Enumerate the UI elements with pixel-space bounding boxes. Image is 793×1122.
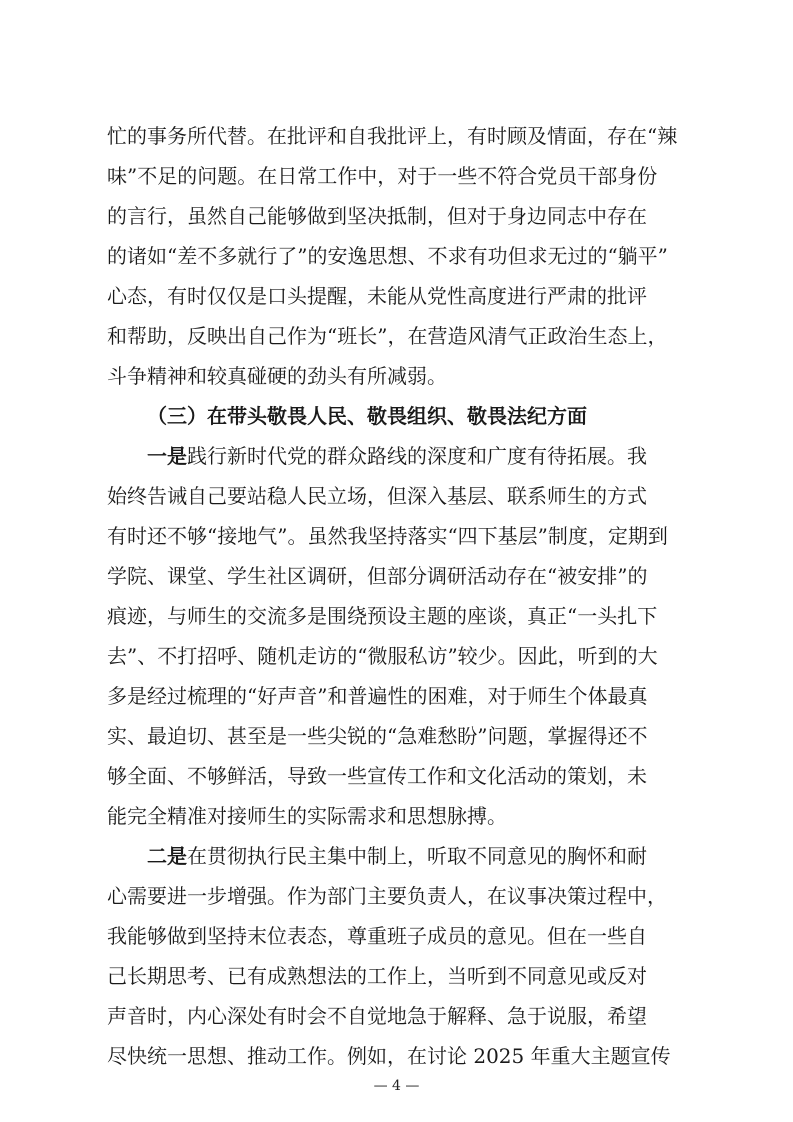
body-line: 和帮助，反映出自己作为“班长”，在营造风清气正政治生态上， [107,324,668,348]
body-line-text: 践行新时代党的群众路线的深度和广度有待拓展。我 [187,444,647,468]
body-line: 心态，有时仅仅是口头提醒，未能从党性高度进行严肃的批评 [107,284,647,308]
body-line: 我能够做到坚持末位表态，尊重班子成员的意见。但在一些自 [107,924,647,948]
body-line [147,838,689,874]
paragraph-lead: 二是 [147,844,187,868]
body-line: 多是经过梳理的“好声音”和普遍性的困难，对于师生个体最真 [107,684,648,708]
body-line: 的诸如“差不多就行了”的安逸思想、不求有功但求无过的“躺平” [107,244,668,268]
body-line: 味”不足的问题。在日常工作中，对于一些不符合党员干部身份 [107,164,658,188]
body-line: 实、最迫切、甚至是一些尖锐的“急难愁盼”问题，掌握得还不 [107,724,648,748]
body-line: 尽快统一思想、推动工作。例如，在讨论 2025 年重大主题宣传 [107,1044,671,1068]
page-number: — 4 — [373,1078,420,1094]
body-line: 声音时，内心深处有时会不自觉地急于解释、急于说服，希望 [107,1004,647,1028]
body-line-text: 在贯彻执行民主集中制上，听取不同意见的胸怀和耐 [187,844,647,868]
body-line: 有时还不够“接地气”。虽然我坚持落实“四下基层”制度，定期到 [107,524,668,548]
body-line: 斗争精神和较真碰硬的劲头有所减弱。 [107,364,447,388]
body-line: 己长期思考、已有成熟想法的工作上，当听到不同意见或反对 [107,964,647,988]
body-line: 的言行，虽然自己能够做到坚决抵制，但对于身边同志中存在 [107,204,647,228]
body-line: 忙的事务所代替。在批评和自我批评上，有时顾及情面，存在“辣 [107,124,678,148]
body-line: 心需要进一步增强。作为部门主要负责人，在议事决策过程中， [107,884,667,908]
section-heading: （三）在带头敬畏人民、敬畏组织、敬畏法纪方面 [147,404,587,428]
paragraph-lead: 一是 [147,444,187,468]
body-line: 去”、不打招呼、随机走访的“微服私访”较少。因此，听到的大 [107,644,658,668]
body-line: 能完全精准对接师生的实际需求和思想脉搏。 [107,804,507,828]
body-line: 够全面、不够鲜活，导致一些宣传工作和文化活动的策划，未 [107,764,647,788]
body-line: 始终告诫自己要站稳人民立场，但深入基层、联系师生的方式 [107,484,647,508]
body-line: 学院、课堂、学生社区调研，但部分调研活动存在“被安排”的 [107,564,648,588]
body-line: 痕迹，与师生的交流多是围绕预设主题的座谈，真正“一头扎下 [107,604,658,628]
body-line [147,438,689,474]
